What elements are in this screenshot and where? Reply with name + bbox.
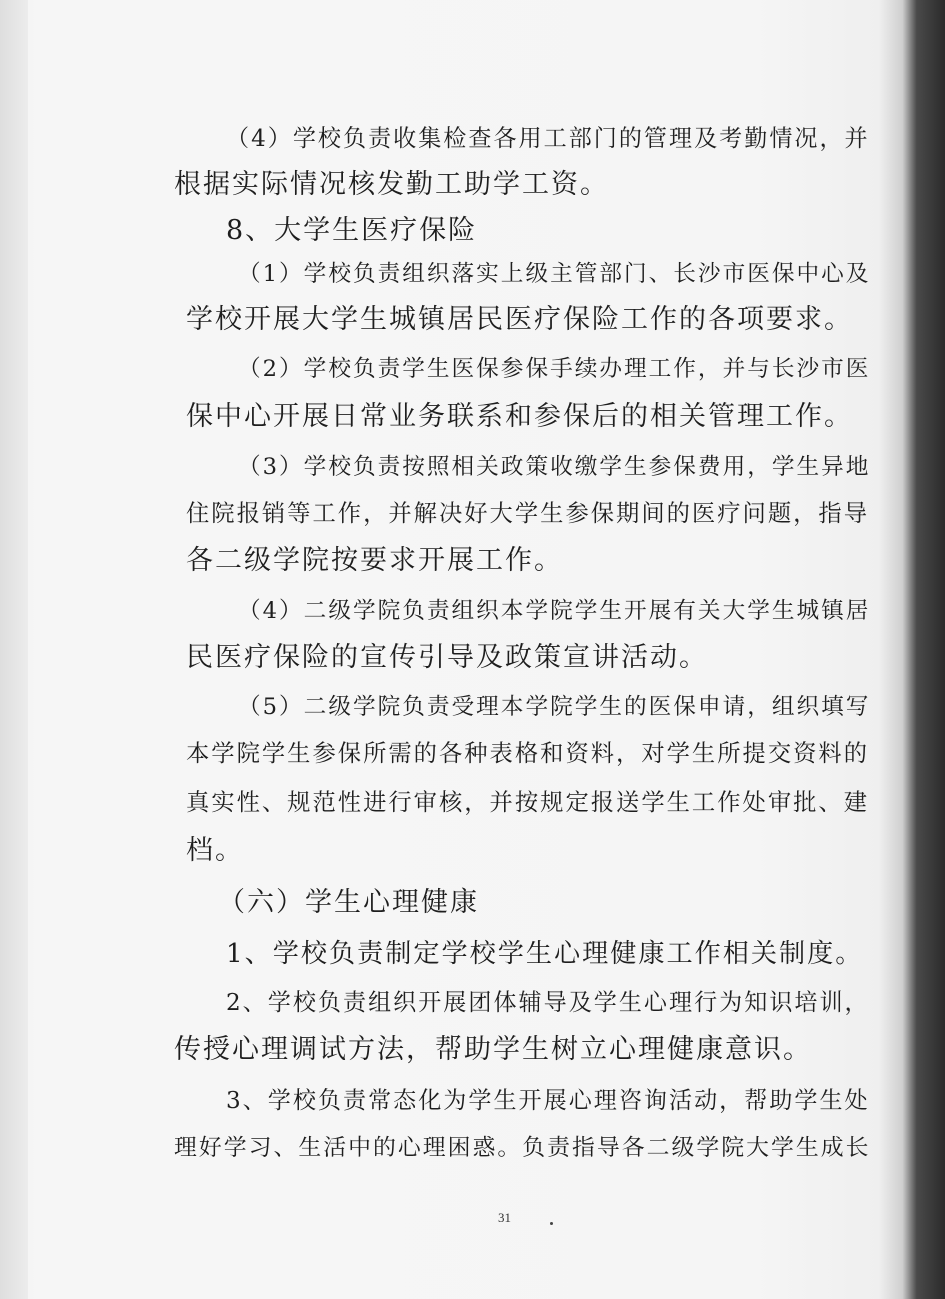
text-line: 2、学校负责组织开展团体辅导及学生心理行为知识培训， [226,990,870,1016]
text-line: 住院报销等工作，并解决好大学生参保期间的医疗问题，指导 [186,500,870,527]
text-line: （2）学校负责学生医保参保手续办理工作，并与长沙市医 [238,356,871,382]
text-line: 档。 [186,835,244,866]
text-line: 理好学习、生活中的心理困惑。负责指导各二级学院大学生成长 [174,1135,871,1161]
text-line: 8、大学生医疗保险 [226,215,478,246]
text-line: 传授心理调试方法，帮助学生树立心理健康意识。 [174,1034,812,1065]
text-line: 保中心开展日常业务联系和参保后的相关管理工作。 [186,401,853,432]
text-line: （4）学校负责收集检查各用工部门的管理及考勤情况，并 [226,126,870,152]
text-line: 各二级学院按要求开展工作。 [186,545,563,576]
scan-speck [550,1222,553,1225]
text-line: （3）学校负责按照相关政策收缴学生参保费用，学生异地 [238,454,871,480]
text-line: （1）学校负责组织落实上级主管部门、长沙市医保中心及 [238,261,871,287]
text-line: 民医疗保险的宣传引导及政策宣讲活动。 [186,642,708,673]
page-left-edge [0,0,28,1299]
text-line: 本学院学生参保所需的各种表格和资料，对学生所提交资料的 [186,740,870,767]
page-number: 31 [498,1210,511,1225]
text-line: 根据实际情况核发勤工助学工资。 [174,169,609,200]
text-line: 学校开展大学生城镇居民医疗保险工作的各项要求。 [186,304,853,335]
text-line: （4）二级学院负责组织本学院学生开展有关大学生城镇居 [238,598,871,624]
text-line: 3、学校负责常态化为学生开展心理咨询活动，帮助学生处 [226,1088,870,1114]
text-line: 真实性、规范性进行审核，并按规定报送学生工作处审批、建 [186,789,870,816]
text-line: （5）二级学院负责受理本学院学生的医保申请，组织填写 [238,694,871,720]
text-line: 1、学校负责制定学校学生心理健康工作相关制度。 [226,939,864,969]
section-heading: （六）学生心理健康 [218,887,479,918]
